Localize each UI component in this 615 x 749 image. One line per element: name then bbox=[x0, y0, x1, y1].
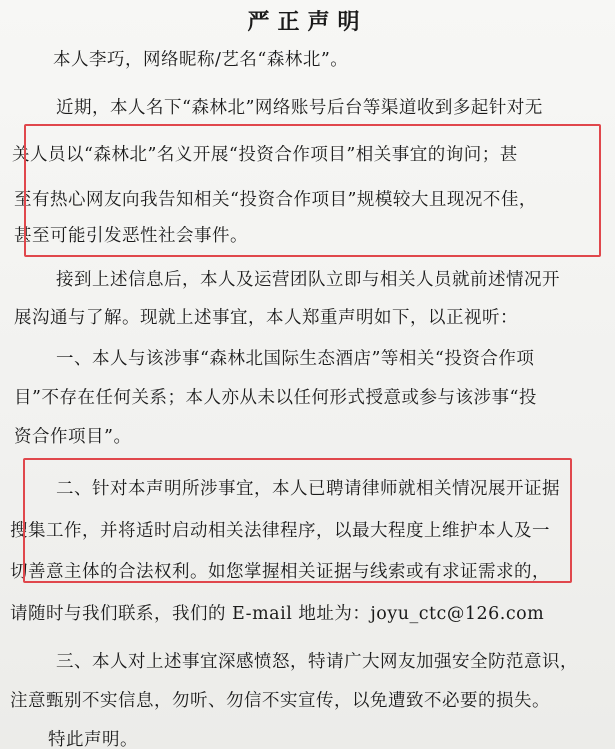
statement-line: 近期，本人名下“森林北”网络账号后台等渠道收到多起针对无 bbox=[56, 98, 543, 118]
statement-line: 资合作项目”。 bbox=[14, 427, 132, 447]
statement-contact-text: 请随时与我们联系，我们的 E-mail 地址为：joyu_ctc@126.com bbox=[10, 604, 545, 624]
statement-line: 接到上述信息后，本人及运营团队立即与相关人员就前述情况开 bbox=[56, 270, 560, 290]
statement-line: 注意甄别不实信息，勿听、勿信不实宣传，以免遭致不必要的损失。 bbox=[10, 691, 550, 711]
statement-line: 一、本人与该涉事“森林北国际生态酒店”等相关“投资合作项 bbox=[56, 349, 535, 369]
statement-line: 关人员以“森林北”名义开展“投资合作项目”相关事宜的询问；甚 bbox=[12, 145, 518, 165]
statement-closing: 特此声明。 bbox=[48, 730, 138, 749]
statement-line: 搜集工作，并将适时启动相关法律程序，以最大程度上维护本人及一 bbox=[10, 521, 550, 541]
statement-line: 展沟通与了解。现就上述事宜，本人郑重声明如下，以正视听： bbox=[14, 308, 518, 328]
statement-title: 严正声明 bbox=[247, 9, 368, 35]
statement-line: 甚至可能引发恶性社会事件。 bbox=[14, 226, 248, 246]
statement-line: 三、本人对上述事宜深感愤怒，特请广大网友加强安全防范意识， bbox=[56, 652, 578, 672]
statement-line: 目”不存在任何关系；本人亦从未以任何形式授意或参与该涉事“投 bbox=[14, 388, 537, 408]
statement-line: 切善意主体的合法权利。如您掌握相关证据与线索或有求证需求的， bbox=[10, 562, 550, 582]
statement-line: 本人李巧，网络昵称/艺名“森林北”。 bbox=[53, 50, 349, 70]
statement-line: 至有热心网友向我告知相关“投资合作项目”规模较大且现况不佳， bbox=[14, 190, 537, 210]
statement-line: 二、针对本声明所涉事宜，本人已聘请律师就相关情况展开证据 bbox=[56, 479, 560, 499]
statement-contact-line bbox=[10, 602, 544, 626]
